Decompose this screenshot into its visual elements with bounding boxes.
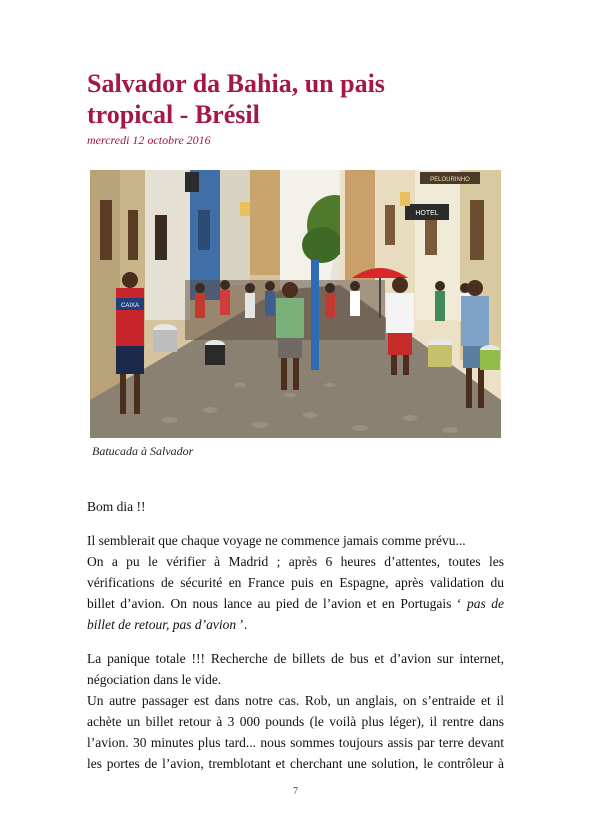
article-title	[87, 68, 517, 130]
page-number: 7	[293, 786, 298, 797]
paragraph-1	[87, 530, 504, 635]
paragraph-2-line: négociation dans le vide.	[87, 672, 222, 687]
paragraph-1-line: vérifications de sécurité en France puis en Espagne, après validation du	[87, 575, 504, 590]
jersey-text: CAIXA	[120, 303, 140, 309]
paragraph-1-line	[87, 593, 504, 614]
paragraph-1-quote-part: billet de retour, pas d’avion	[87, 617, 237, 632]
hotel-sign-text: HOTEL	[415, 210, 439, 217]
paragraph-1-line: On a pu le vérifier à Madrid ; après 6 heures d’attentes, toutes les	[87, 554, 504, 569]
paragraph-2-line: La panique totale !!! Recherche de billets de bus et d’avion sur internet,	[87, 651, 504, 666]
street-photo	[90, 170, 501, 438]
paragraph-2-line: achète un billet retour à 3 000 pounds (le voilà plus léger), il rentre dans	[87, 714, 504, 729]
article-date: mercredi 12 octobre 2016	[87, 133, 211, 147]
paragraph-1-line: Il semblerait que chaque voyage ne commence jamais comme prévu...	[87, 533, 466, 548]
paragraph-1-line	[87, 614, 504, 635]
title-line-1: Salvador da Bahia, un pais	[87, 69, 385, 98]
paragraph-2	[87, 648, 504, 774]
greeting-paragraph	[87, 496, 504, 517]
paragraph-1-line-part: ’.	[239, 617, 248, 632]
greeting-text: Bom dia !!	[87, 499, 146, 514]
paragraph-2-line: Un autre passager est dans notre cas. Rob, un anglais, on s’entraide et il	[87, 693, 504, 708]
photo-caption: Batucada à Salvador	[92, 444, 194, 458]
paragraph-1-line-part: billet d’avion. On nous lance au pied de l’avion et en Portugais ‘	[87, 596, 462, 611]
pelourinho-sign-text: PELOURINHO	[430, 177, 470, 183]
paragraph-1-quote-part: pas de	[466, 596, 504, 611]
paragraph-2-line: les portes de l’avion, tremblotant et cherchant une solution, le contrôleur à	[87, 756, 504, 771]
paragraph-2-line: l’avion. 30 minutes plus tard... nous sommes toujours assis par terre devant	[87, 735, 504, 750]
title-line-2: tropical - Brésil	[87, 100, 260, 129]
